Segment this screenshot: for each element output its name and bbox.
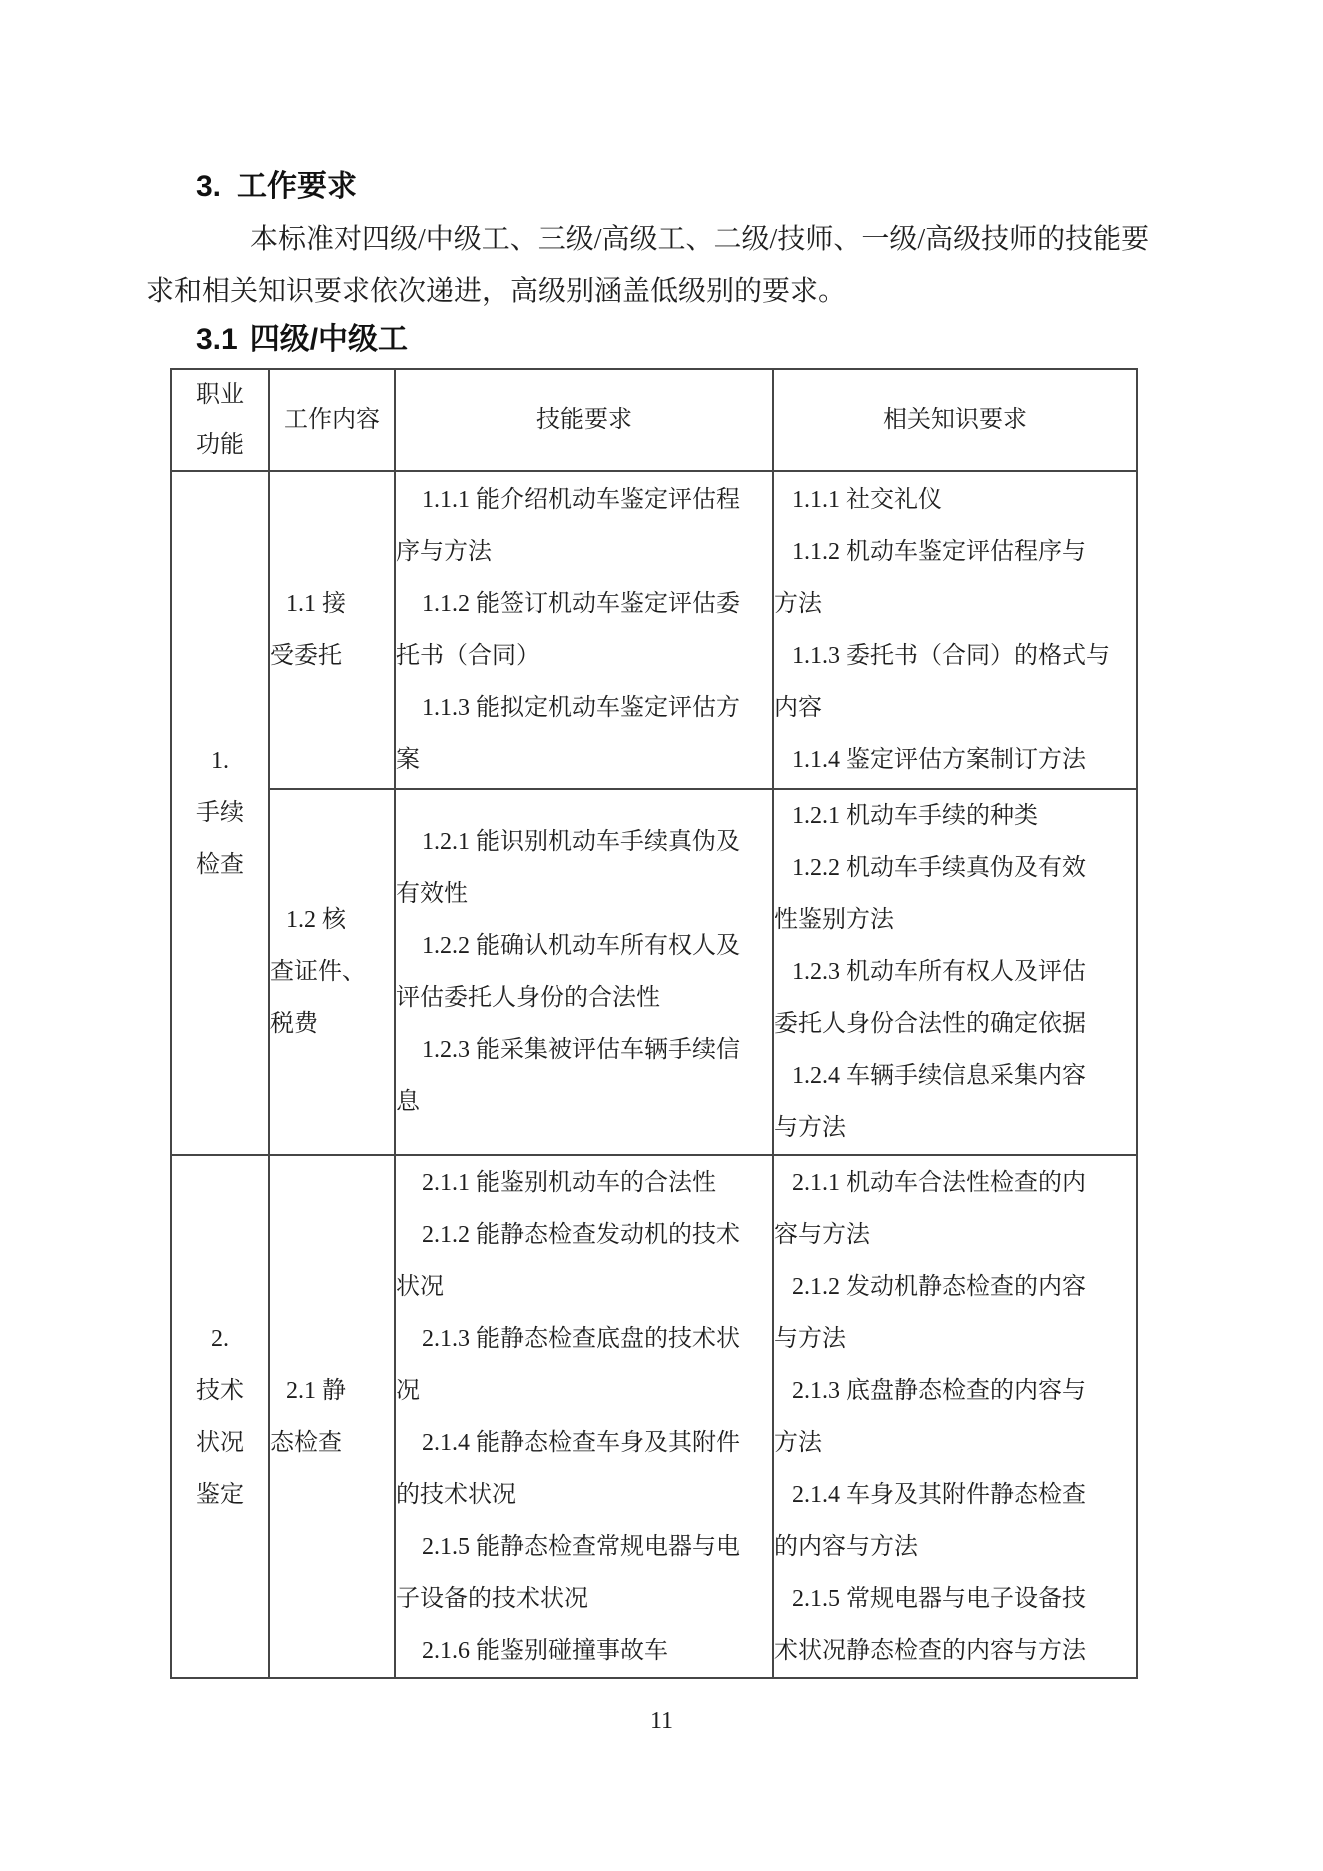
header-skill-requirements	[395, 369, 773, 471]
text-line: 2.1.4 车身及其附件静态检查	[792, 1481, 1086, 1508]
text-line: 2.1 静	[286, 1377, 346, 1404]
text-line: 1.1.3 能拟定机动车鉴定评估方	[422, 695, 740, 721]
skills-requirements-table	[170, 368, 1138, 1679]
text-line: 2.	[211, 1325, 229, 1352]
knowledge-cell-1-2	[773, 789, 1137, 1155]
text-line: 托书（合同）	[396, 643, 540, 669]
knowledge-cell-1-1	[773, 471, 1137, 789]
skills-cell-1-2	[395, 789, 773, 1155]
text-line: 2.1.1 机动车合法性检查的内	[792, 1169, 1086, 1196]
text-line: 2.1.1 能鉴别机动车的合法性	[422, 1169, 716, 1196]
text-line: 状况	[196, 1429, 244, 1456]
work-cell-1-1	[269, 471, 395, 789]
text-line: 1.2.1 机动车手续的种类	[792, 803, 1038, 829]
text-line: 1.1.2 机动车鉴定评估程序与	[792, 539, 1086, 565]
text-line: 息	[396, 1089, 420, 1115]
text-line: 1.2.2 能确认机动车所有权人及	[422, 933, 740, 959]
text-line: 2.1.3 能静态检查底盘的技术状	[422, 1325, 740, 1352]
text-line: 1.2.3 能采集被评估车辆手续信	[422, 1037, 740, 1063]
header-work-content	[269, 369, 395, 471]
text-line: 1.1.1 社交礼仪	[792, 487, 942, 513]
text-line: 委托人身份合法性的确定依据	[774, 1011, 1086, 1037]
section-heading	[196, 168, 357, 206]
text-line: 术状况静态检查的内容与方法	[774, 1637, 1086, 1664]
text-line: 2.1.4 能静态检查车身及其附件	[422, 1429, 740, 1456]
text-line: 2.1.2 能静态检查发动机的技术	[422, 1221, 740, 1248]
text-line: 检查	[196, 852, 244, 878]
text-line: 受委托	[270, 643, 342, 669]
section-title: 工作要求	[237, 170, 358, 203]
text-line: 2.1.2 发动机静态检查的内容	[792, 1273, 1086, 1300]
text-line: 案	[396, 747, 420, 773]
page-number: 11	[649, 1708, 674, 1734]
header-label: 相关知识要求	[883, 407, 1027, 433]
text-line: 1.1.1 能介绍机动车鉴定评估程	[422, 487, 740, 513]
function-cell-technical-condition	[171, 1155, 269, 1678]
text-line: 评估委托人身份的合法性	[396, 985, 660, 1011]
text-line: 1.2.1 能识别机动车手续真伪及	[422, 829, 740, 855]
text-line: 职业	[196, 382, 244, 408]
paragraph-line: 本标准对四级/中级工、三级/高级工、二级/技师、一级/高级技师的技能要	[250, 224, 1150, 255]
text-line: 查证件、	[270, 959, 366, 985]
text-line: 技术	[196, 1377, 244, 1404]
text-line: 1.2.4 车辆手续信息采集内容	[792, 1063, 1086, 1089]
subsection-number: 3.1	[196, 323, 238, 356]
header-knowledge-requirements	[773, 369, 1137, 471]
subsection-title: 四级/中级工	[249, 323, 409, 356]
text-line: 1.2 核	[286, 907, 346, 933]
paragraph-line: 求和相关知识要求依次递进，高级别涵盖低级别的要求。	[146, 276, 847, 307]
text-line: 况	[396, 1377, 420, 1404]
text-line: 1.1.2 能签订机动车鉴定评估委	[422, 591, 740, 617]
text-line: 税费	[270, 1011, 318, 1037]
text-line: 方法	[774, 591, 822, 617]
text-line: 序与方法	[396, 539, 492, 565]
knowledge-cell-2-1	[773, 1155, 1137, 1678]
header-label: 技能要求	[536, 407, 632, 433]
text-line: 方法	[774, 1429, 822, 1456]
text-line: 1.1.4 鉴定评估方案制订方法	[792, 747, 1086, 773]
skills-cell-1-1	[395, 471, 773, 789]
text-line: 功能	[196, 432, 244, 458]
text-line: 1.2.3 机动车所有权人及评估	[792, 959, 1086, 985]
text-line: 2.1.3 底盘静态检查的内容与	[792, 1377, 1086, 1404]
header-occupational-function	[171, 369, 269, 471]
text-line: 态检查	[270, 1429, 342, 1456]
text-line: 2.1.5 常规电器与电子设备技	[792, 1585, 1086, 1612]
text-line: 1.1 接	[286, 591, 346, 617]
text-line: 2.1.6 能鉴别碰撞事故车	[422, 1637, 668, 1664]
text-line: 内容	[774, 695, 822, 721]
text-line: 子设备的技术状况	[396, 1585, 588, 1612]
text-line: 与方法	[774, 1115, 846, 1141]
text-line: 手续	[196, 800, 244, 826]
text-line: 1.1.3 委托书（合同）的格式与	[792, 643, 1110, 669]
text-line: 2.1.5 能静态检查常规电器与电	[422, 1533, 740, 1560]
skills-cell-2-1	[395, 1155, 773, 1678]
function-cell-procedure-check	[171, 471, 269, 1155]
text-line: 的技术状况	[396, 1481, 516, 1508]
subsection-heading	[196, 320, 408, 360]
work-cell-1-2	[269, 789, 395, 1155]
text-line: 性鉴别方法	[774, 907, 894, 933]
work-cell-2-1	[269, 1155, 395, 1678]
section-number: 3.	[196, 170, 222, 203]
text-line: 1.	[211, 748, 229, 774]
intro-paragraph	[146, 214, 1150, 318]
text-line: 有效性	[396, 881, 468, 907]
text-line: 与方法	[774, 1325, 846, 1352]
text-line: 1.2.2 机动车手续真伪及有效	[792, 855, 1086, 881]
text-line: 容与方法	[774, 1221, 870, 1248]
text-line: 状况	[396, 1273, 444, 1300]
header-label: 工作内容	[284, 407, 380, 433]
text-line: 的内容与方法	[774, 1533, 918, 1560]
text-line: 鉴定	[196, 1481, 244, 1508]
